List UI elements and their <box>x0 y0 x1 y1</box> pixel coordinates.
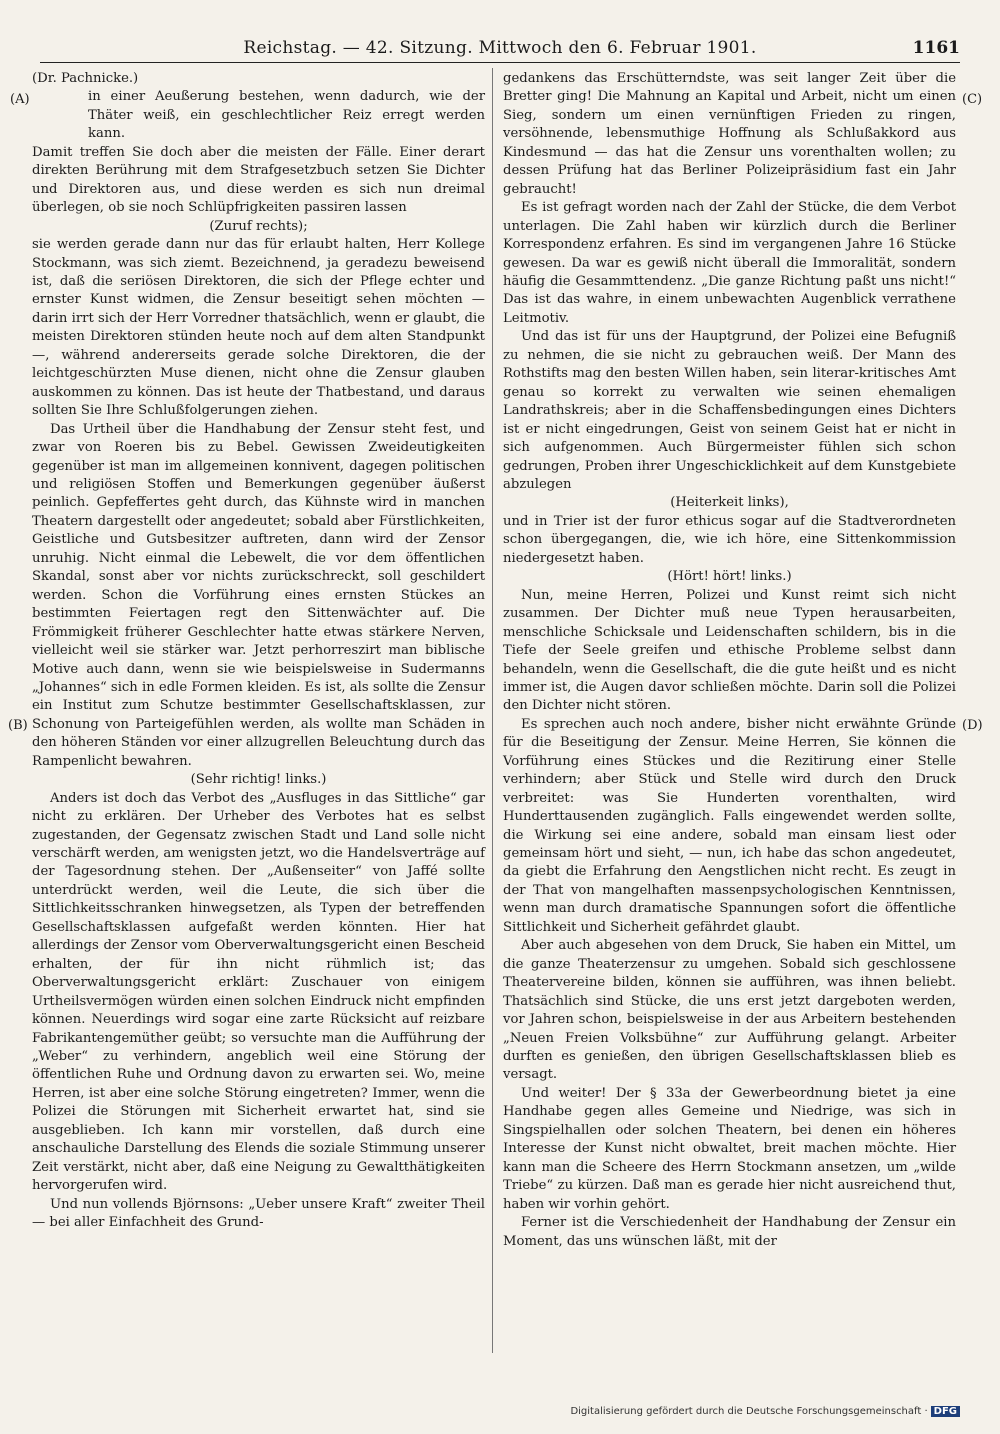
paragraph: und in Trier ist der furor ethicus sogar auf die Stadtverordneten schon übergegangen, die, wie ich höre, eine Sittenkommission niedergesetzt haben. <box>503 513 956 566</box>
margin-marker-a: (A) <box>10 92 30 107</box>
paragraph: Es ist gefragt worden nach der Zahl der Stücke, die dem Verbot unterlagen. Die Zahl haben wir kürzlich durch die Berliner Korrespondenz erfahren. Es sind im vergangenen Jahre 16 Stücke gewesen. Da war es gewiß nicht überall die Immoralität, sondern häufig die Gesammttendenz. „Die ganze Richtung paßt uns nicht!“ Das ist das wahre, in einem unbewachten Augenblick verrathene Leitmotiv. <box>503 200 956 326</box>
footer-text: Digitalisierung gefördert durch die Deutsche Forschungsgemeinschaft · <box>570 1406 928 1417</box>
page-header <box>40 30 960 66</box>
speaker-label: (Dr. Pachnicke.) <box>32 71 139 86</box>
paragraph: Ferner ist die Verschiedenheit der Handhabung der Zensur ein Moment, das uns wünschen läßt, mit der <box>503 1215 956 1249</box>
paragraph: sie werden gerade dann nur das für erlaubt halten, Herr Kollege Stockmann, was sich ziemt. Bezeichnend, ja geradezu beweisend ist, daß die seriösen Direktoren, die sich der Pflege echter und ernster Kunst widmen, die Zensur beseitigt sehen möchten — darin irrt sich der Herr Vorredner thatsächlich, wenn er glaubt, die meisten Direktoren stünden heute noch auf dem alten Standpunkt —, während andererseits gerade solche Direktoren, die der leichtgeschürzten Muse dienen, nicht ohne die Zensur glauben auskommen zu können. Das ist heute der Thatbestand, und daraus sollten Sie Ihre Schlußfolgerungen ziehen. <box>32 237 485 419</box>
column-divider <box>492 68 493 1353</box>
right-column <box>503 70 956 1251</box>
margin-marker-d: (D) <box>962 718 983 733</box>
paragraph: gedankens das Erschütterndste, was seit langer Zeit über die Bretter ging! Die Mahnung an Kapital und Arbeit, nicht um einen Sieg, sondern um einen vernünftigen Frieden zu ringen, versöhnende, lebensmuthige Hoffnung als Schlußakkord aus Kindesmund — das hat die Zensur uns vorenthalten wollen; zu dessen Prüfung hat das Berliner Polizeipräsidium fast ein Jahr gebraucht! <box>503 71 956 197</box>
interjection: (Heiterkeit links), <box>670 495 789 511</box>
interjection: (Sehr richtig! links.) <box>190 772 327 788</box>
paragraph: Aber auch abgesehen von dem Druck, Sie haben ein Mittel, um die ganze Theaterzensur zu umgehen. Sobald sich geschlossene Theatervereine bilden, können sie aufführen, was ihnen beliebt. Thatsächlich sind Stücke, die uns erst jetzt dargeboten werden, vor Jahren schon, beispielsweise in der aus Arbeitern bestehenden „Neuen Freien Volksbühne“ zur Aufführung gelangt. Arbeiter durften es genießen, den übrigen Gesellschaftsklassen blieb es versagt. <box>503 938 956 1083</box>
margin-marker-c: (C) <box>962 92 983 107</box>
header-rule <box>40 62 960 63</box>
margin-marker-b: (B) <box>8 718 28 733</box>
paragraph: Es sprechen auch noch andere, bisher nicht erwähnte Gründe für die Beseitigung der Zensur. Meine Herren, Sie können die Vorführung eines Stückes und die Rezitirung einer Stelle verhindern; aber Stück und Stelle wird durch den Druck verbreitet: was Sie Hunderten vorenthalten, wird Hunderttausenden zugänglich. Falls eingewendet werden sollte, die Wirkung sei eine andere, sobald man einsam liest oder gemeinsam hört und sieht, — nun, ich habe das schon angedeutet, da giebt die Erfahrung den Aengstlichen nicht recht. Es zeugt in der That von mangelhaften massenpsychologischen Kenntnissen, wenn man durch dramatische Spannungen sofort die öffentliche Sittlichkeit und Sicherheit gefährdet glaubt. <box>503 716 956 935</box>
dfg-logo: DFG <box>931 1406 960 1417</box>
paragraph: Das Urtheil über die Handhabung der Zensur steht fest, und zwar von Roeren bis zu Bebel. Gewissen Zweideutigkeiten gegenüber ist man im allgemeinen konnivent, dagegen politischen und religiösen Stoffen und Bemerkungen gegenüber äußerst peinlich. Gepfeffertes geht durch, das Kühnste wird in manchen Theatern dargestellt oder angedeutet; sobald aber Fürstlichkeiten, Geistliche und Gutsbesitzer auftreten, dann wird der Zensor unruhig. Nicht einmal die Lebewelt, die vor dem öffentlichen Skandal, sonst aber vor nichts zurückschreckt, soll geschildert werden. Schon die Vorführung eines ernsten Stückes an bestimmten Feiertagen regt den Sittenwächter auf. Die Frömmigkeit früherer Geschlechter hatte etwas stärkere Nerven, vielleicht weil sie stärker war. Jetzt perhorreszirt man biblische Motive auch dann, wenn sie wie beispielsweise in Sudermanns „Johannes“ sich in edle Formen kleiden. Es ist, als sollte die Zensur ein Institut zum Schutze bestimmter Gesellschaftsklassen, zur Schonung von Parteigefühlen werden, als wollte man Schäden in den höheren Ständen vor einer allzugrellen Beleuchtung durch das Rampenlicht bewahren. <box>32 421 485 769</box>
paragraph: in einer Aeußerung bestehen, wenn dadurch, wie der Thäter weiß, ein geschlechtlicher Reiz erregt werden kann. <box>88 89 485 142</box>
interjection: (Zuruf rechts); <box>209 218 308 234</box>
paragraph: Anders ist doch das Verbot des „Ausfluges in das Sittliche“ gar nicht zu erklären. Der Urheber des Verbotes hat es selbst zugestanden, der Gegensatz zwischen Stadt und Land solle nicht verschärft werden, am wenigsten jetzt, wo die Handelsverträge auf der Tagesordnung stehen. Der „Außenseiter“ von Jaffé sollte unterdrückt werden, weil die Leute, die sich über die Sittlichkeitsschranken hinwegsetzen, als Typen der betreffenden Gesellschaftsklassen aufgefaßt werden könnten. Hier hat allerdings der Zensor vom Oberverwaltungsgericht einen Bescheid erhalten, der für ihn nicht rühmlich ist; das Oberverwaltungsgericht erklärt: Zuschauer von einigem Urtheilsvermögen würden einen solchen Eindruck nicht empfinden können. Neuerdings wird sogar eine zarte Rücksicht auf reizbare Fabrikantengemüther geübt; so versuchte man die Aufführung der „Weber“ zu verhindern, angeblich weil eine Störung der öffentlichen Ruhe und Ordnung davon zu erwarten sei. Wo, meine Herren, ist aber eine solche Störung eingetreten? Immer, wenn die Polizei die Störungen mit Sicherheit erwartet hat, sind sie ausgeblieben. Ich kann mir vorstellen, daß durch eine anschauliche Darstellung des Elends die soziale Stimmung unserer Zeit verstärkt, nicht aber, daß eine Neigung zu Gewaltthätigkeiten hervorgerufen wird. <box>32 790 485 1194</box>
page-number: 1161 <box>912 38 960 58</box>
paragraph: Und weiter! Der § 33a der Gewerbeordnung bietet ja eine Handhabe gegen alles Gemeine und Niedrige, was sich in Singspielhallen oder solchen Theatern, bei denen ein höheres Interesse der Kunst nicht obwaltet, breit machen möchte. Hier kann man die Scheere des Herrn Stockmann ansetzen, um „wilde Triebe“ zu kürzen. Daß man es gerade hier nicht ausreichend thut, haben wir vorhin gehört. <box>503 1085 956 1212</box>
left-column <box>32 70 485 1233</box>
paragraph: Und das ist für uns der Hauptgrund, der Polizei eine Befugniß zu nehmen, die sie nicht zu gebrauchen weiß. Der Mann des Rothstifts mag den besten Willen haben, sein literar-kritisches Amt genau so korrekt zu verwalten wie seinen ehemaligen Landrathskreis; aber in die Schaffensbedingungen eines Dichters ist er nicht eingedrungen, Geist von seinem Geist hat er nicht in sich aufgenommen. Auch Bürgermeister fühlen sich schon gedrungen, Proben ihrer Ungeschicklichkeit auf dem Kunstgebiete abzulegen <box>503 329 956 492</box>
interjection: (Hört! hört! links.) <box>667 569 792 585</box>
paragraph: Und nun vollends Björnsons: „Ueber unsere Kraft“ zweiter Theil — bei aller Einfachheit des Grund- <box>32 1196 485 1231</box>
digitization-footer <box>570 1406 960 1417</box>
paragraph: Nun, meine Herren, Polizei und Kunst reimt sich nicht zusammen. Der Dichter muß neue Typen herausarbeiten, menschliche Schicksale und Leidenschaften schildern, bis in die Tiefe der Seele greifen und ethische Probleme selbst dann behandeln, wenn die Gesellschaft, die die gute heißt und es nicht immer ist, die Augen davor schließen möchte. Darin soll die Polizei den Dichter nicht stören. <box>503 587 956 714</box>
paragraph: Damit treffen Sie doch aber die meisten der Fälle. Einer derart direkten Berührung mit dem Strafgesetzbuch setzen Sie Dichter und Direktoren aus, und diese werden es sich nun dreimal überlegen, ob sie noch Schlüpfrigkeiten passiren lassen <box>32 144 485 216</box>
running-title: Reichstag. — 42. Sitzung. Mittwoch den 6. Februar 1901. <box>243 38 757 58</box>
